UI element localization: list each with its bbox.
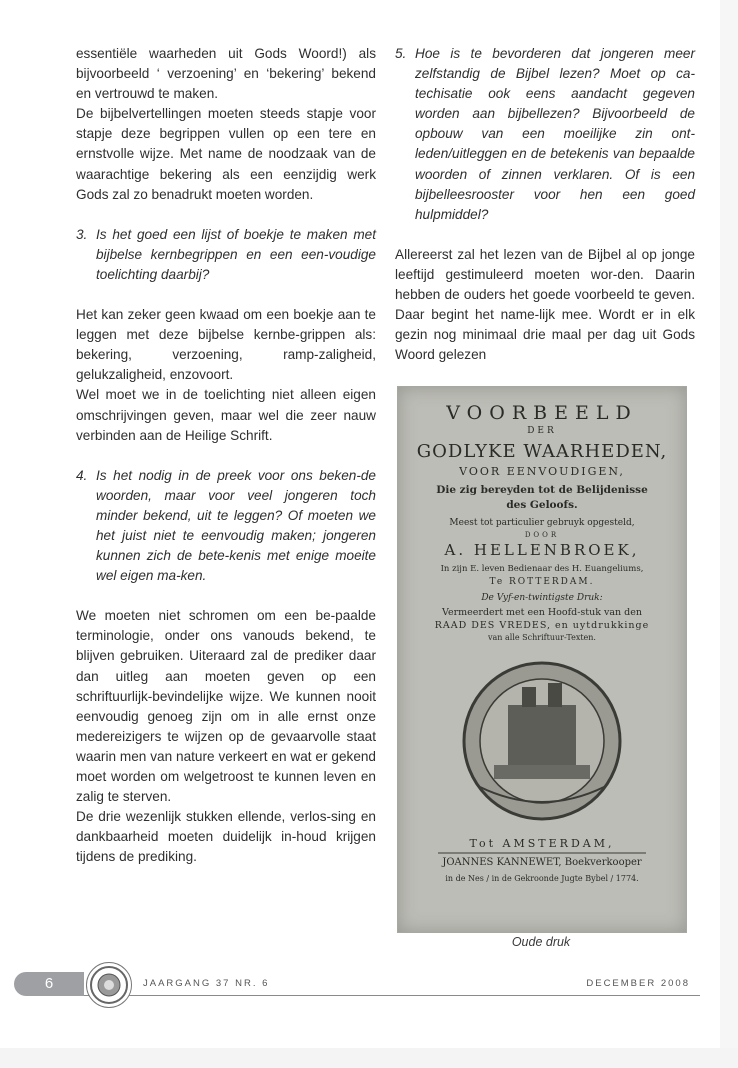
right-column [395, 44, 695, 365]
question-number: 4. [76, 467, 88, 483]
issue-label: JAARGANG 37 NR. 6 [143, 978, 270, 989]
fig-bottom-1: JOANNES KANNEWET, Boekverkooper [442, 857, 642, 868]
fig-line-5: des Geloofs. [506, 499, 578, 511]
fig-line-12: Vermeerdert met een Hoofd-stuk van den [442, 607, 642, 618]
scan-edge [720, 0, 738, 1068]
title-page-illustration [398, 387, 686, 932]
fig-line-10: Te ROTTERDAM. [489, 577, 595, 587]
question-text: Is het nodig in de preek voor ons beken-de woorden, maar voor veel jongeren toch minder bekend, uit te leggen? Of moeten we het juist niet te eenvoudig maken; jongeren kunnen zich de bete-kenis met enige moeite wel eigen ma-ken. [96, 467, 376, 584]
question-number: 3. [76, 226, 88, 242]
paragraph: We moeten niet schromen om een be-paalde terminologie, onder ons vanouds bekend, te blijven gebruiken. Uiteraard zal de prediker daar dan uitleg aan moeten geven op een schriftuurlijk-bevindelijke wijze. We kunnen nooit eenvoudig genoeg zijn om in alle ernst onze medereizigers te wijzen op de gevaarvolle staat waarin men van nature verkeert en wat er gekend moet worden om welgetroost te kunnen leven en zalig te sterven. [76, 608, 376, 805]
fig-bottom-2: in de Nes / in de Gekroonde Jugte Bybel / 1774. [445, 874, 639, 883]
fig-line-1: DER [527, 426, 557, 436]
image-caption: Oude druk [511, 935, 571, 949]
fig-line-14: van alle Schriftuur-Texten. [488, 633, 596, 642]
emblem-seal [464, 663, 620, 819]
fig-line-2: GODLYKE WAARHEDEN, [416, 441, 668, 462]
fig-line-11: De Vyf-en-twintigste Druk: [481, 593, 603, 603]
issue-date: DECEMBER 2008 [586, 978, 690, 989]
paragraph: Allereerst zal het lezen van de Bijbel al op jonge leeftijd gestimuleerd moeten wor-den. Daarin hebben de ouders het goede voorbeeld te geven. Daar begint het name-lijk mee. Wordt er in elk gezin nog minimaal drie maal per dag uit Gods Woord gelezen [395, 246, 695, 363]
magazine-seal-icon [86, 962, 132, 1008]
fig-line-9: In zijn E. leven Bedienaar des H. Euangeliums, [440, 564, 644, 574]
fig-line-0: VOORBEELD [446, 402, 638, 424]
question-text: Is het goed een lijst of boekje te maken met bijbelse kernbegrippen en een een-voudige toelichting daarbij? [96, 226, 376, 282]
scan-bottom-edge [0, 1048, 738, 1068]
old-print-image [397, 386, 687, 933]
fig-line-6: Meest tot particulier gebruyk opgesteld, [449, 518, 635, 528]
fig-bottom-0: Tot AMSTERDAM, [469, 837, 615, 850]
paragraph: De bijbelvertellingen moeten steeds stapje voor stapje deze begrippen vullen op een tere en ernstvolle wijze. Met name de noodzaak van de waarachtige bekering als een eenzijdig werk Gods zal zo benadrukt moeten worden. [76, 106, 376, 202]
paragraph: Wel moet we in de toelichting niet alleen eigen omschrijvingen geven, maar wel die zeer nauw verbinden aan de Heilige Schrift. [76, 387, 376, 443]
question-number: 5. [395, 46, 407, 61]
question-text: Hoe is te bevorderen dat jongeren meer zelfstandig de Bijbel lezen? Moet op ca-techisatie ook eens aandacht gegeven worden aan bijbellezen? Bijvoorbeeld de opbouw van een moeilijke zin ont-leden/uitleggen en de betekenis van bepaalde woorden of zinnen verklaren. Of is een bijbelleesrooster voor hen een goed hulpmiddel? [415, 46, 695, 222]
fig-line-8: A. HELLENBROEK, [444, 541, 640, 559]
paragraph: essentiële waarheden uit Gods Woord!) als bijvoorbeeld ‘ verzoening’ en ‘bekering’ bekend en vertrouwd te maken. [76, 46, 376, 102]
fig-line-3: VOOR EENVOUDIGEN, [459, 465, 625, 478]
fig-line-13: RAAD DES VREDES, en uytdrukkinge [434, 620, 650, 631]
question-4 [76, 466, 376, 587]
footer-rule [60, 995, 700, 996]
question-5 [395, 44, 695, 225]
page-number: 6 [14, 972, 84, 996]
paragraph: Het kan zeker geen kwaad om een boekje aan te leggen met deze bijbelse kernbe-grippen als: bekering, verzoening, ramp-zaligheid, gelukzaligheid, enzovoort. [76, 307, 376, 383]
paragraph: De drie wezenlijk stukken ellende, verlos-sing en dankbaarheid moeten duidelijk in-houd krijgen tijdens de prediking. [76, 809, 376, 865]
fig-line-4: Die zig bereyden tot de Belijdenisse [436, 484, 648, 496]
left-column [76, 44, 376, 867]
question-3 [76, 225, 376, 285]
fig-line-7: DOOR [524, 531, 560, 539]
